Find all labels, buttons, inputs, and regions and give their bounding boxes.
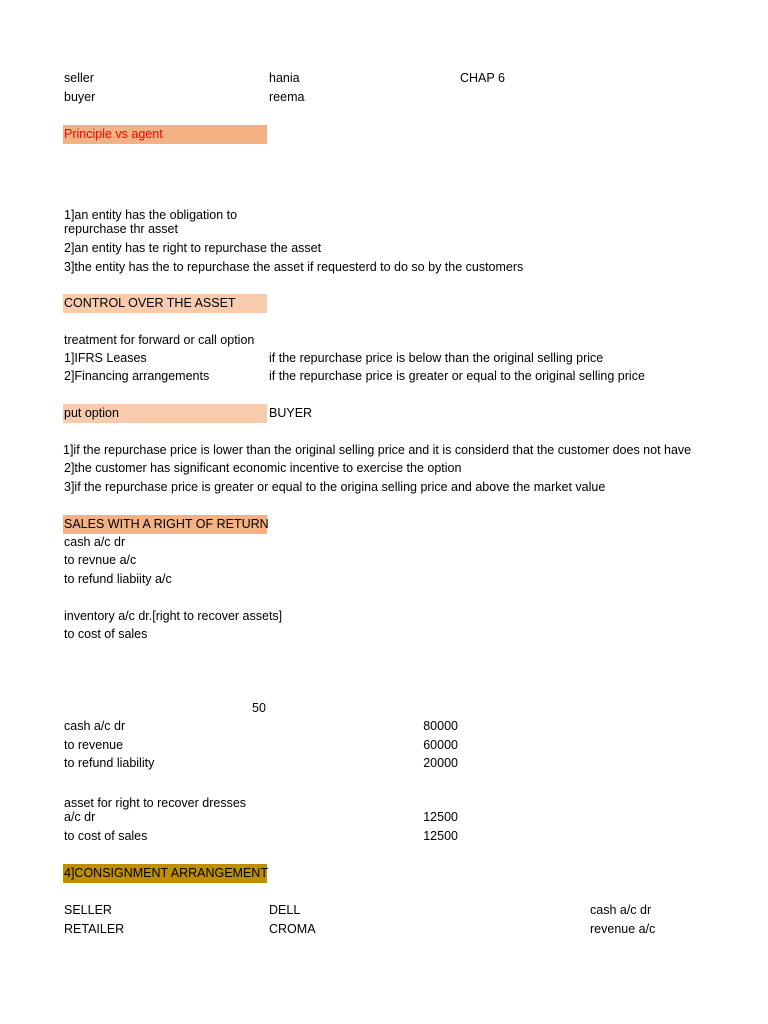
sales-return-heading [63,515,267,534]
control-heading [63,294,267,313]
put-option-point-3: 3]if the repurchase price is greater or equal to the origina selling price and above the market value [64,480,606,494]
asset-entry-line-1: asset for right to recover dresses [64,796,247,810]
example-number: 50 [252,701,266,715]
seller-label: seller [64,71,94,85]
example-row-3-amount: 20000 [423,756,458,770]
principle-heading-text: Principle vs agent [64,127,163,141]
example-cost-label: to cost of sales [64,829,148,843]
put-option-side: BUYER [269,406,313,420]
repurchase-line-1b: repurchase thr asset [64,222,178,236]
forward-call-row-2-desc: if the repurchase price is greater or equal to the original selling price [269,369,645,383]
consignment-row-1-party: DELL [269,903,301,917]
consignment-row-2-role: RETAILER [64,922,125,936]
seller-value: hania [269,71,300,85]
repurchase-line-1a: 1]an entity has the obligation to [64,208,238,222]
sales-return-heading-text: SALES WITH A RIGHT OF RETURN [64,517,269,531]
forward-call-row-2-label: 2]Financing arrangements [64,369,210,383]
put-option-heading-text: put option [64,406,119,420]
consignment-row-1-entry: cash a/c dr [590,903,652,917]
forward-call-row-1-label: 1]IFRS Leases [64,351,147,365]
buyer-label: buyer [64,90,96,104]
return-entry-line-2: to revnue a/c [64,553,137,567]
repurchase-line-3: 3]the entity has the to repurchase the asset if requesterd to do so by the customers [64,260,524,274]
put-option-heading [63,404,267,423]
consignment-row-2-party: CROMA [269,922,316,936]
example-row-1-label: cash a/c dr [64,719,126,733]
put-option-point-1: 1]if the repurchase price is lower than the original selling price and it is considerd that the customer does not have [63,444,692,457]
buyer-value: reema [269,90,305,104]
put-option-point-2: 2]the customer has significant economic incentive to exercise the option [64,461,462,475]
return-entry-line-1: cash a/c dr [64,535,126,549]
example-row-1-amount: 80000 [423,719,458,733]
consignment-heading [63,864,267,883]
principle-heading [63,125,267,144]
chapter-label: CHAP 6 [460,71,505,85]
consignment-heading-text: 4]CONSIGNMENT ARRANGEMENT [64,866,268,880]
asset-entry-line-2: a/c dr [64,810,96,824]
example-row-2-label: to revenue [64,738,124,752]
example-cost-amount: 12500 [423,829,458,843]
example-row-3-label: to refund liability [64,756,155,770]
control-heading-text: CONTROL OVER THE ASSET [64,296,236,310]
cost-of-sales-line: to cost of sales [64,627,148,641]
consignment-row-1-role: SELLER [64,903,112,917]
return-entry-line-3: to refund liabiity a/c [64,572,172,586]
example-row-2-amount: 60000 [423,738,458,752]
repurchase-line-2: 2]an entity has te right to repurchase the asset [64,241,322,255]
forward-call-title: treatment for forward or call option [64,333,255,347]
consignment-row-2-entry: revenue a/c [590,922,656,936]
forward-call-row-1-desc: if the repurchase price is below than the original selling price [269,351,604,365]
inventory-entry-line: inventory a/c dr.[right to recover assets] [64,609,283,623]
asset-entry-amount: 12500 [423,810,458,824]
